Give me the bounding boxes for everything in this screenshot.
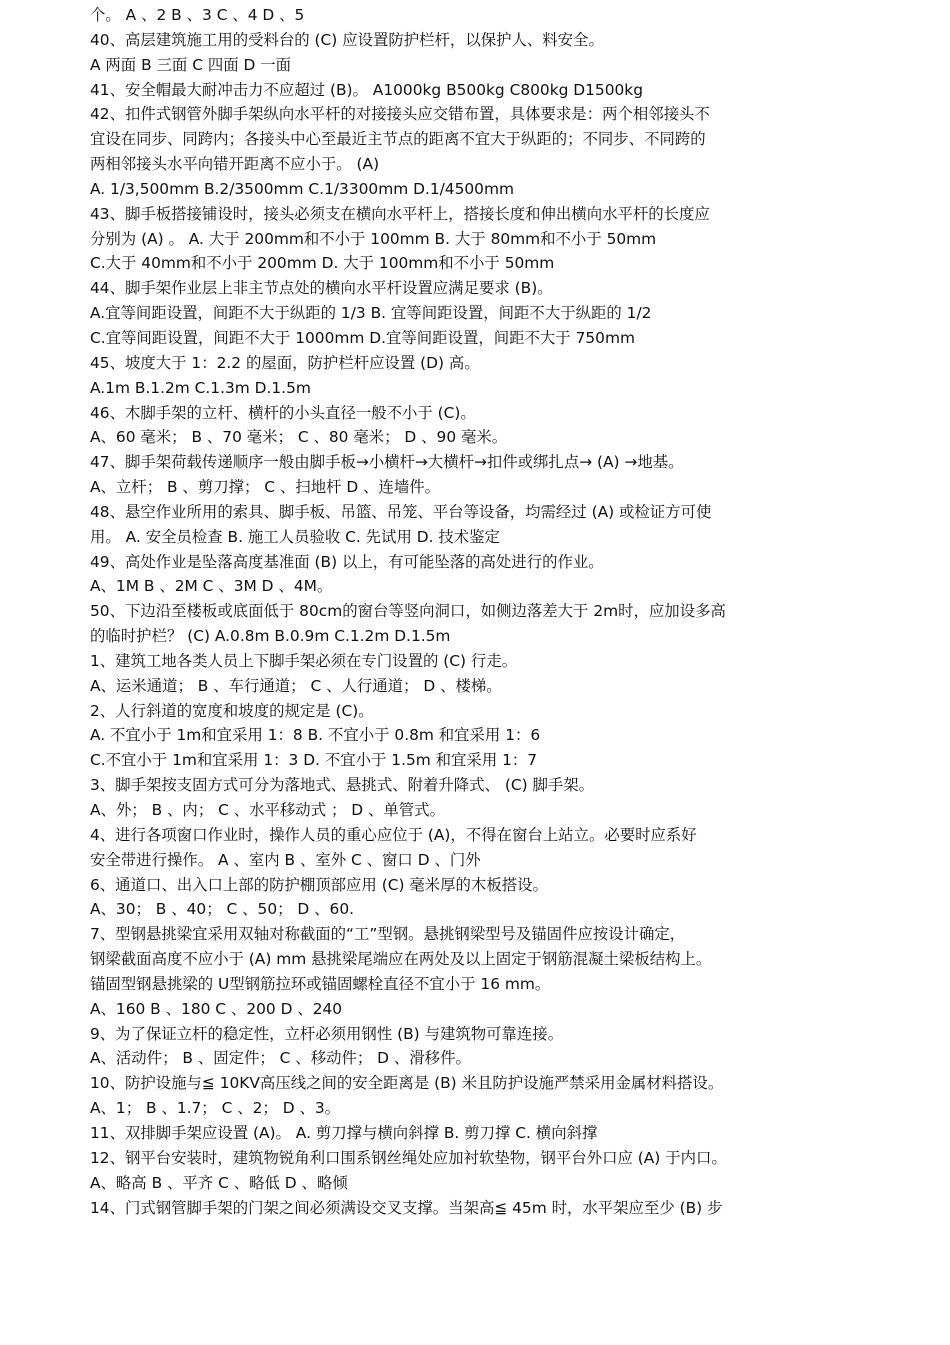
text-line-7: 两相邻接头水平向错开距离不应小于。 (A) <box>90 155 380 174</box>
text-line-2: 40、高层建筑施工用的受料台的 (C) 应设置防护栏杆，以保护人、料安全。 <box>90 30 604 49</box>
text-line-20: A、立杆； B 、剪刀撑； C 、扫地杆 D 、连墙件。 <box>90 478 441 497</box>
text-line-29: 2、人行斜道的宽度和坡度的规定是 (C)。 <box>90 701 374 720</box>
text-line-16: A.1m B.1.2m C.1.3m D.1.5m <box>90 378 311 397</box>
text-line-30: A. 不宜小于 1m和宜采用 1：8 B. 不宜小于 0.8m 和宜采用 1：6 <box>90 726 541 745</box>
text-line-45: A、1； B 、1.7； C 、2； D 、3。 <box>90 1099 341 1118</box>
text-line-19: 47、脚手架荷载传递顺序一般由脚手板→小横杆→大横杆→扣件或绑扎点→ (A) →地基。 <box>90 453 684 472</box>
text-line-17: 46、木脚手架的立杆、横杆的小头直径一般不小于 (C)。 <box>90 403 476 422</box>
text-line-41: A、160 B 、180 C 、200 D 、240 <box>90 999 343 1018</box>
document-body <box>90 3 860 1220</box>
text-line-32: 3、脚手架按支固方式可分为落地式、悬挑式、附着升降式、 (C) 脚手架。 <box>90 776 595 795</box>
text-line-4: 41、安全帽最大耐冲击力不应超过 (B)。 A1000kg B500kg C800kg D1500kg <box>90 80 643 99</box>
text-line-9: 43、脚手板搭接铺设时，接头必须支在横向水平杆上，搭接长度和伸出横向水平杆的长度应 <box>90 204 710 223</box>
text-line-34: 4、进行各项窗口作业时，操作人员的重心应位于 (A)，不得在窗台上站立。必要时应系好 <box>90 825 697 844</box>
text-line-43: A、活动件； B 、固定件； C 、移动件； D 、滑移件。 <box>90 1049 471 1068</box>
text-line-36: 6、通道口、出入口上部的防护棚顶部应用 (C) 毫米厚的木板搭设。 <box>90 875 548 894</box>
text-line-1: 个。 A 、2 B 、3 C 、4 D 、5 <box>90 6 305 24</box>
text-line-39: 钢梁截面高度不应小于 (A) mm 悬挑梁尾端应在两处及以上固定于钢筋混凝土梁板结构上。 <box>90 950 712 969</box>
text-line-12: 44、脚手架作业层上非主节点处的横向水平杆设置应满足要求 (B)。 <box>90 279 553 298</box>
text-line-31: C.不宜小于 1m和宜采用 1：3 D. 不宜小于 1.5m 和宜采用 1：7 <box>90 751 538 770</box>
text-line-13: A.宜等间距设置，间距不大于纵距的 1/3 B. 宜等间距设置，间距不大于纵距的 1/2 <box>90 304 652 323</box>
text-line-8: A. 1/3,500mm B.2/3500mm C.1/3300mm D.1/4500mm <box>90 179 514 198</box>
text-line-38: 7、型钢悬挑梁宜采用双轴对称截面的“工”型钢。悬挑钢梁型号及锚固件应按设计确定， <box>90 925 686 944</box>
text-line-42: 9、为了保证立杆的稳定性，立杆必须用钢性 (B) 与建筑物可靠连接。 <box>90 1024 564 1043</box>
text-line-3: A 两面 B 三面 C 四面 D 一面 <box>90 55 292 74</box>
text-line-18: A、60 毫米； B 、70 毫米； C 、80 毫米； D 、90 毫米。 <box>90 428 508 447</box>
text-line-21: 48、悬空作业所用的索具、脚手板、吊篮、吊笼、平台等设备，均需经过 (A) 或检证方可使 <box>90 502 712 521</box>
text-line-5: 42、扣件式钢管外脚手架纵向水平杆的对接接头应交错布置，具体要求是：两个相邻接头不 <box>90 105 710 124</box>
text-line-24: A、1M B 、2M C 、3M D 、4M。 <box>90 577 333 596</box>
text-line-10: 分别为 (A) 。 A. 大于 200mm和不小于 100mm B. 大于 80mm和不小于 50mm <box>90 229 657 248</box>
text-line-47: 12、钢平台安装时，建筑物锐角利口围系钢丝绳处应加衬软垫物，钢平台外口应 (A) 于内口。 <box>90 1148 727 1167</box>
text-line-44: 10、防护设施与≦ 10KV高压线之间的安全距离是 (B) 米且防护设施严禁采用金属材料搭设。 <box>90 1074 724 1093</box>
text-line-14: C.宜等间距设置，间距不大于 1000mm D.宜等间距设置，间距不大于 750mm <box>90 328 635 347</box>
text-line-27: 1、建筑工地各类人员上下脚手架必须在专门设置的 (C) 行走。 <box>90 651 518 670</box>
text-line-11: C.大于 40mm和不小于 200mm D. 大于 100mm和不小于 50mm <box>90 254 555 273</box>
text-line-37: A、30； B 、40； C 、50； D 、60. <box>90 900 355 919</box>
text-line-33: A、外； B 、内； C 、水平移动式 ； D 、单管式。 <box>90 801 445 819</box>
text-line-23: 49、高处作业是坠落高度基准面 (B) 以上，有可能坠落的高处进行的作业。 <box>90 552 604 571</box>
text-line-40: 锚固型钢悬挑梁的 U型钢筋拉环或锚固螺栓直径不宜小于 16 mm。 <box>90 974 551 993</box>
text-line-49: 14、门式钢管脚手架的门架之间必须满设交叉支撑。当架高≦ 45m 时，水平架应至少 (B) 步 <box>90 1198 723 1217</box>
text-line-35: 安全带进行操作。 A 、室内 B 、室外 C 、窗口 D 、门外 <box>90 850 481 869</box>
text-line-26: 的临时护栏？ (C) A.0.8m B.0.9m C.1.2m D.1.5m <box>90 627 451 646</box>
text-line-25: 50、下边沿至楼板或底面低于 80cm的窗台等竖向洞口，如侧边落差大于 2m时，应加设多高 <box>90 602 726 621</box>
text-line-46: 11、双排脚手架应设置 (A)。 A. 剪刀撑与横向斜撑 B. 剪刀撑 C. 横向斜撑 <box>90 1123 598 1142</box>
text-line-6: 宜设在同步、同跨内；各接头中心至最近主节点的距离不宜大于纵距的；不同步、不同跨的 <box>90 130 706 149</box>
text-line-28: A、运米通道； B 、车行通道； C 、人行通道； D 、楼梯。 <box>90 676 502 695</box>
text-line-48: A、略高 B 、平齐 C 、略低 D 、略倾 <box>90 1173 348 1192</box>
text-line-15: 45、坡度大于 1：2.2 的屋面，防护栏杆应设置 (D) 高。 <box>90 353 480 372</box>
text-line-22: 用。 A. 安全员检查 B. 施工人员验收 C. 先试用 D. 技术鉴定 <box>90 527 500 546</box>
